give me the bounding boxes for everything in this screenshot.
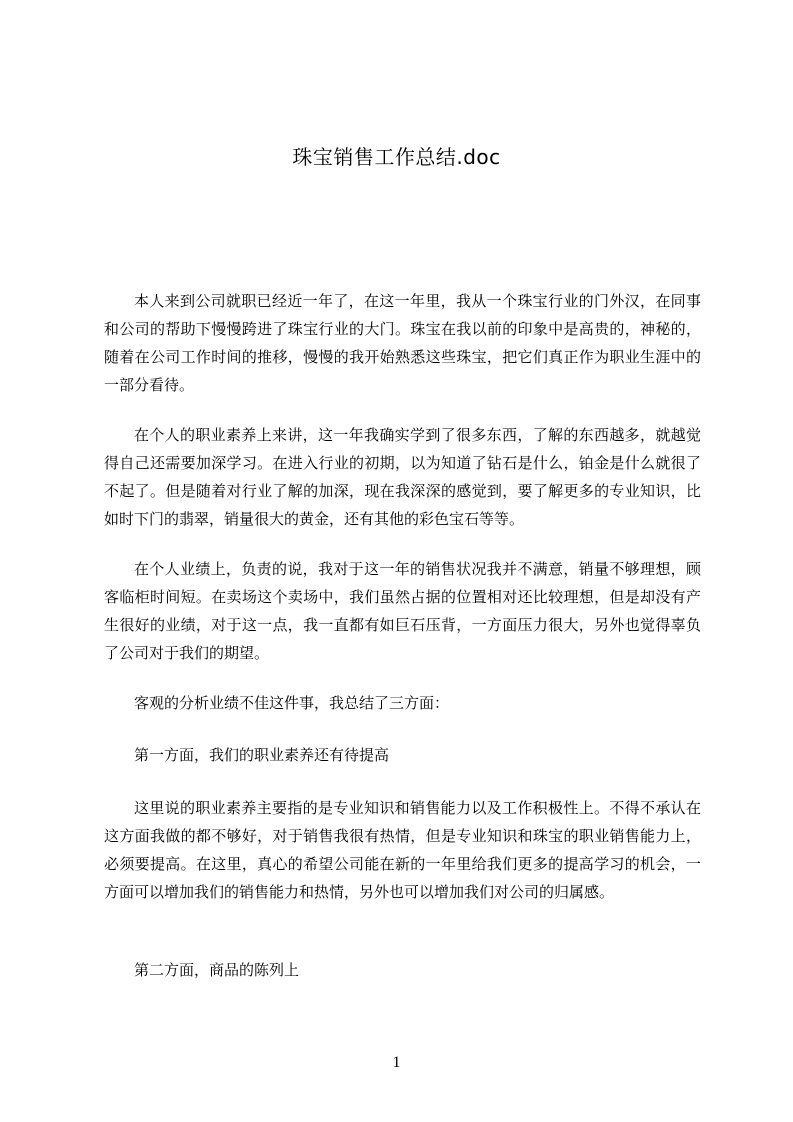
paragraph-first-aspect: 这里说的职业素养主要指的是专业知识和销售能力以及工作积极性上。不得不承认在这方面我做的都不够好，对于销售我很有热情，但是专业知识和珠宝的职业销售能力上，必须要提高。在这里，真心的希望公司能在新的一年里给我们更多的提高学习的机会，一方面可以增加我们的销售能力和热情，另外也可以增加我们对公司的归属感。: [104, 799, 701, 901]
paragraph-block: [104, 555, 701, 667]
paragraph-block: [104, 421, 701, 533]
paragraph-analysis-intro: 客观的分析业绩不佳这件事，我总结了三方面：: [134, 694, 450, 712]
paragraph-performance: 在个人业绩上，负责的说，我对于这一年的销售状况我并不满意，销量不够理想，顾客临柜时间短。在卖场这个卖场中，我们虽然占据的位置相对还比较理想，但是却没有产生很好的业绩，对于这一点，我一直都有如巨石压背，一方面压力很大，另外也觉得辜负了公司对于我们的期望。: [104, 560, 701, 662]
section-heading-block: [104, 956, 701, 984]
document-title: 珠宝销售工作总结.doc: [292, 145, 501, 169]
paragraph-block: [104, 287, 701, 399]
paragraph-block: [104, 794, 701, 906]
paragraph-intro: 本人来到公司就职已经近一年了，在这一年里，我从一个珠宝行业的门外汉，在同事和公司的帮助下慢慢跨进了珠宝行业的大门。珠宝在我以前的印象中是高贵的，神秘的，随着在公司工作时间的推移，慢慢的我开始熟悉这些珠宝，把它们真正作为职业生涯中的一部分看待。: [104, 292, 701, 394]
section-heading-first: 第一方面，我们的职业素养还有待提高: [134, 746, 390, 764]
paragraph-professional-skills: 在个人的职业素养上来讲，这一年我确实学到了很多东西，了解的东西越多，就越觉得自己还需要加深学习。在进入行业的初期，以为知道了钻石是什么，铂金是什么就很了不起了。但是随着对行业了解的加深，现在我深深的感觉到，要了解更多的专业知识，比如时下门的翡翠，销量很大的黄金，还有其他的彩色宝石等等。: [104, 426, 701, 528]
section-heading-block: [104, 741, 701, 769]
section-heading-second: 第二方面，商品的陈列上: [134, 961, 300, 979]
paragraph-block: [104, 689, 701, 717]
page-number: 1: [392, 1054, 401, 1071]
